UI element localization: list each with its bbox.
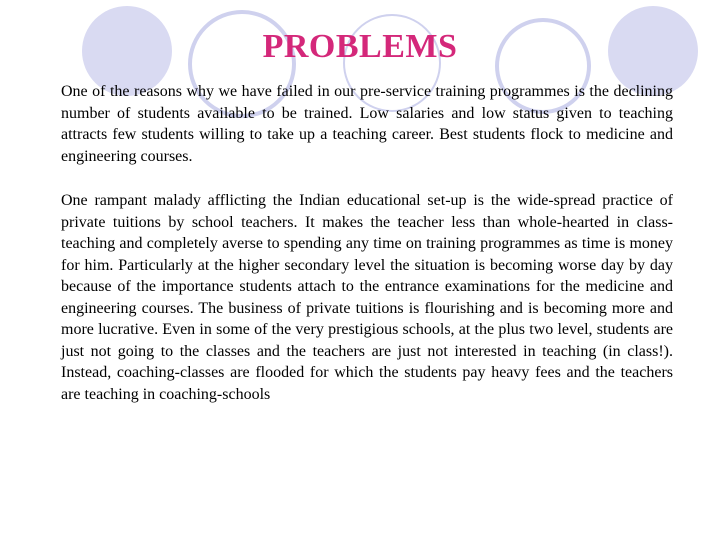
paragraph-2: One rampant malady afflicting the Indian educational set-up is the wide-spread practice of private tuitions by school teachers. It makes the teacher less than whole-hearted in class-teaching and completely averse to spending any time on training programmes as time is money for him. Particularly at the higher secondary level the situation is becoming worse day by day because of the importance students attach to the entrance examinations for the medicine and engineering courses. The business of private tuitions is flourishing and is becoming more and more lucrative. Even in some of the very prestigious schools, at the plus two level, students are just not going to the classes and the teachers are just not interested in teaching (in class!). Instead, coaching-classes are flooded for which the students pay heavy fees and the teachers are teaching in coaching-schools: [61, 192, 673, 403]
paragraph-1: One of the reasons why we have failed in our pre-service training programmes is the declining number of students available to be trained. Low salaries and low status given to teaching attracts few students willing to take up a teaching career. Best students flock to medicine and engineering courses.: [61, 83, 673, 165]
slide-title: PROBLEMS: [262, 28, 458, 65]
